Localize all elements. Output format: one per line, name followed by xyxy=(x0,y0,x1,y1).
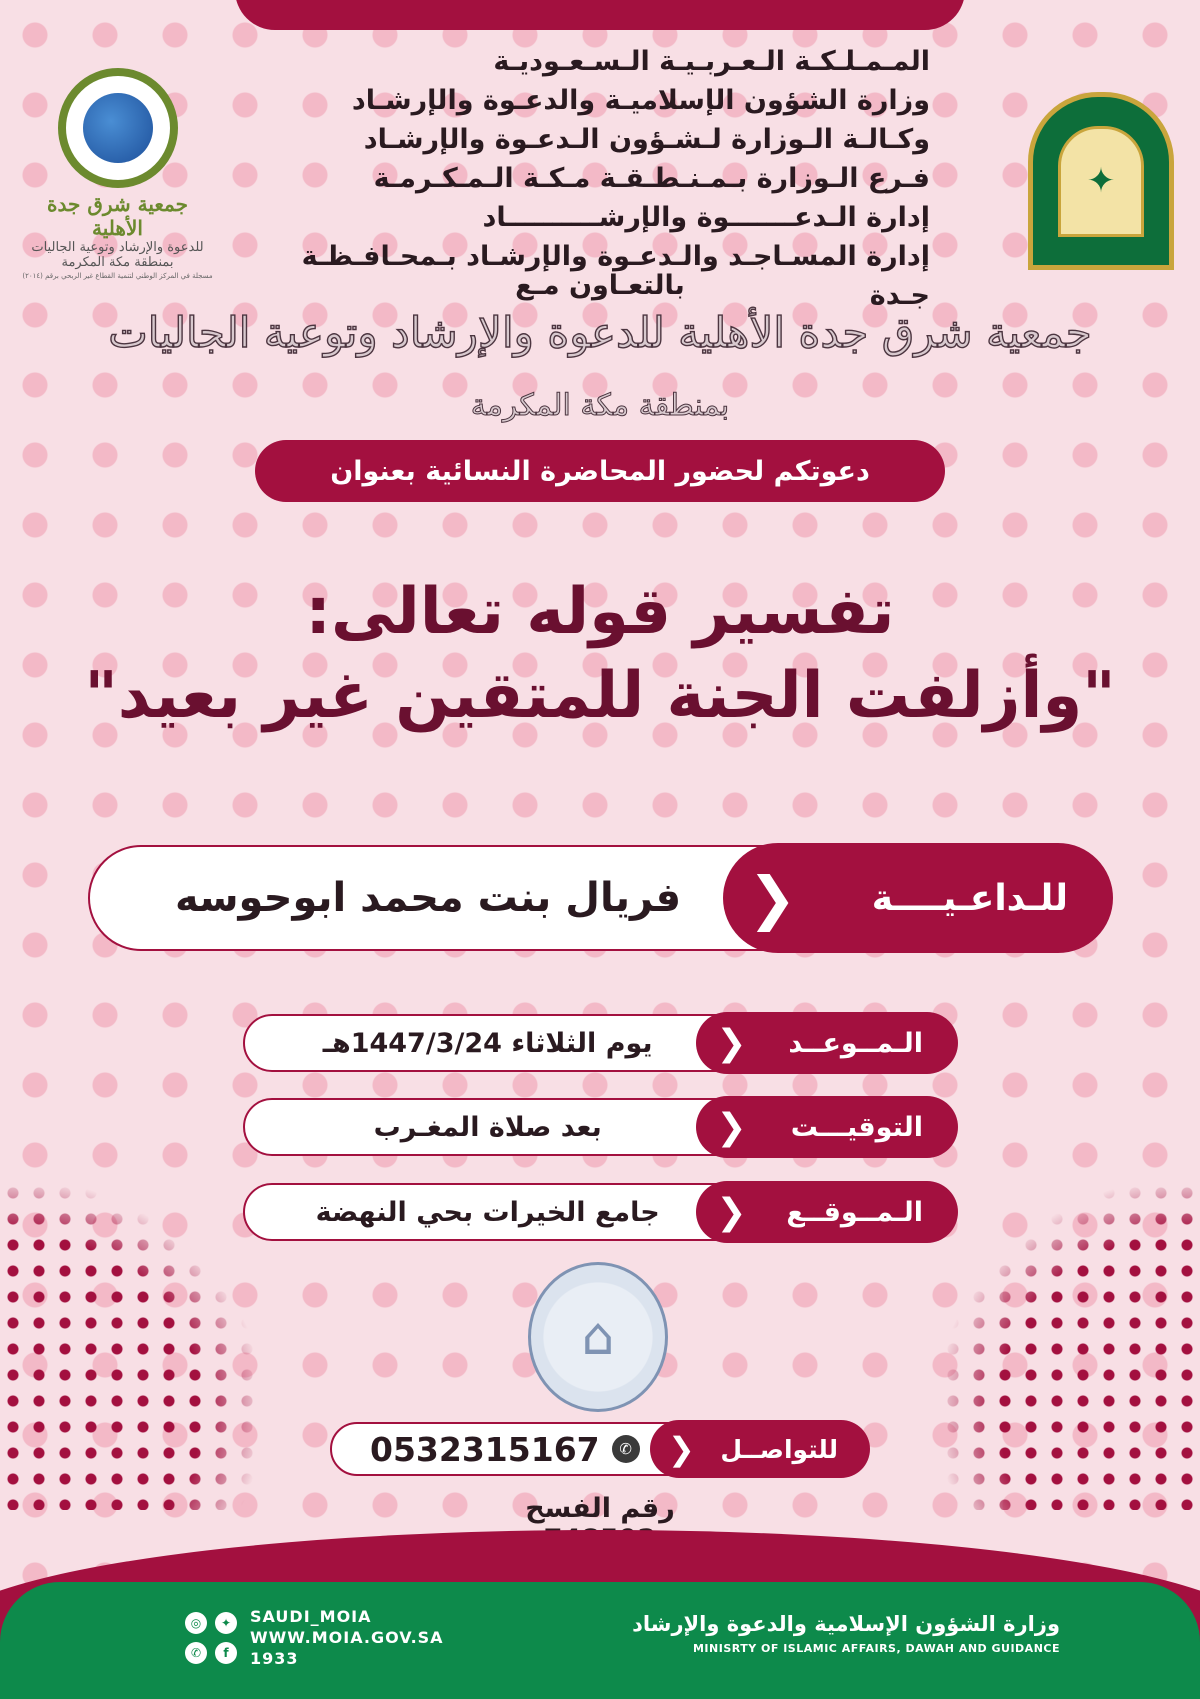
contact-label-text: للتواصــل xyxy=(720,1434,838,1464)
association-logo-text xyxy=(20,192,215,280)
time-label xyxy=(696,1096,958,1158)
phone-number[interactable]: 0532315167 xyxy=(370,1429,600,1469)
cooperation-text: بالتعـاون مـع xyxy=(515,270,685,301)
instagram-icon[interactable]: ◎ xyxy=(185,1612,207,1634)
footer-website[interactable]: WWW.MOIA.GOV.SA xyxy=(250,1628,444,1647)
header-line: المـمـلـكـة الـعـربـيـة الـسـعـوديـة xyxy=(493,46,930,77)
location-label-text: الـمــوقــع xyxy=(786,1196,923,1228)
time-row xyxy=(243,1096,958,1158)
dot-pattern-right xyxy=(940,1180,1200,1510)
social-icons xyxy=(185,1612,237,1664)
twitter-icon[interactable]: ✦ xyxy=(215,1612,237,1634)
association-logo-line2: للدعوة والإرشاد وتوعية الجاليات xyxy=(31,240,204,255)
header-line: وزارة الشؤون الإسلاميـة والدعـوة والإرشـاد xyxy=(351,85,930,116)
contact-value[interactable] xyxy=(330,1422,686,1476)
association-region: بمنطقة مكة المكرمة xyxy=(470,388,730,423)
lecture-title xyxy=(0,570,1200,738)
top-tab xyxy=(235,0,965,30)
association-logo-line3: بمنطقة مكة المكرمة xyxy=(61,255,174,270)
location-row xyxy=(243,1181,958,1243)
dot-pattern-left xyxy=(0,1180,260,1510)
quran-icon: ✦ xyxy=(1058,126,1144,237)
contact-row xyxy=(330,1420,870,1478)
whatsapp-icon[interactable]: ✆ xyxy=(185,1642,207,1664)
footer-handle[interactable]: SAUDI_MOIA xyxy=(250,1607,372,1626)
association-logo-line1: جمعية شرق جدة الأهلية xyxy=(47,192,188,240)
globe-icon xyxy=(83,93,153,163)
footer-ministry-ar: وزارة الشؤون الإسلامية والدعوة والإرشاد xyxy=(632,1612,1060,1636)
ministry-stamp: ⌂ xyxy=(528,1262,668,1412)
time-value: بعد صلاة المغـرب xyxy=(243,1098,732,1156)
footer-ministry-en: MINISRTY OF ISLAMIC AFFAIRS, DAWAH AND GUIDANCE xyxy=(692,1642,1060,1655)
contact-label xyxy=(650,1420,870,1478)
header-line: فـرع الـوزارة بـمـنـطـقـة مـكـة الـمـكـرمـة xyxy=(373,163,930,194)
preacher-name: فريال بنت محمد ابوحوسه xyxy=(88,845,768,951)
association-logo xyxy=(58,68,178,188)
footer-contact xyxy=(250,1606,444,1669)
date-value: يوم الثلاثاء 1447/3/24هـ xyxy=(243,1014,732,1072)
invite-banner xyxy=(255,440,945,502)
chevron-left-icon: ❮ xyxy=(716,1106,747,1148)
preacher-label-text: للـداعـيــــة xyxy=(871,877,1068,919)
footer-number: 1933 xyxy=(250,1649,299,1668)
footer-ministry xyxy=(632,1612,1060,1655)
date-label-text: الـمــوعــد xyxy=(788,1027,923,1059)
location-value: جامع الخيرات بحي النهضة xyxy=(243,1183,732,1241)
date-label xyxy=(696,1012,958,1074)
chevron-left-icon: ❮ xyxy=(748,864,797,932)
header-line: إدارة الـدعـــــــوة والإرشــــــــــاد xyxy=(482,202,930,233)
chevron-left-icon: ❮ xyxy=(716,1191,747,1233)
ministry-logo xyxy=(1028,92,1174,270)
header-line: وكـالـة الـوزارة لـشـؤون الـدعـوة والإرشـاد xyxy=(363,124,930,155)
association-logo-line4: مسجلة في المركز الوطني لتنمية القطاع غير الربحي برقم (٢٠١٤) xyxy=(22,272,213,280)
preacher-label xyxy=(723,843,1113,953)
title-line2: "وأزلفت الجنة للمتقين غير بعيد" xyxy=(84,659,1116,733)
location-label xyxy=(696,1181,958,1243)
whatsapp-icon: ✆ xyxy=(612,1435,640,1463)
facebook-icon[interactable]: f xyxy=(215,1642,237,1664)
chevron-left-icon: ❮ xyxy=(716,1022,747,1064)
permit-number: رقم الفسح xyxy=(525,1493,675,1524)
association-name: جمعية شرق جدة الأهلية للدعوة والإرشاد وتوعية الجاليات xyxy=(108,308,1092,357)
chevron-left-icon: ❮ xyxy=(668,1430,695,1468)
header-line: إدارة المسـاجـد والـدعـوة والإرشـاد بـمحـافـظـة جـدة xyxy=(301,241,930,311)
preacher-row xyxy=(88,843,1113,953)
title-line1: تفسير قوله تعالى: xyxy=(305,575,895,649)
invite-text: دعوتكم لحضور المحاضرة النسائية بعنوان xyxy=(330,455,870,487)
time-label-text: التوقيـــت xyxy=(790,1111,923,1143)
date-row xyxy=(243,1012,958,1074)
